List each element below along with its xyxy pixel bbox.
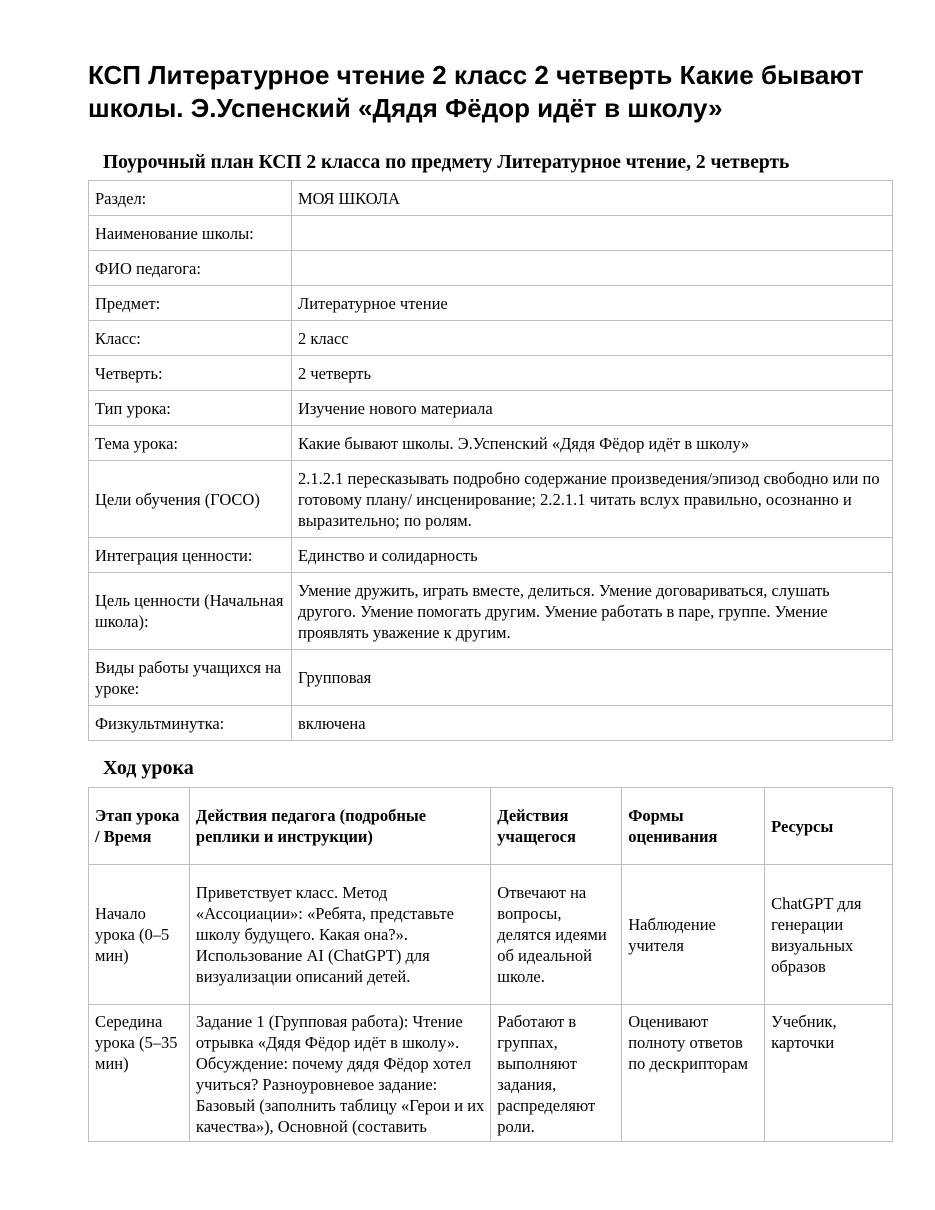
info-key: Тема урока:: [89, 426, 292, 461]
table-row: [89, 573, 893, 650]
table-row: [89, 706, 893, 741]
plan-cell: Начало урока (0–5 мин): [89, 865, 190, 1005]
info-key: ФИО педагога:: [89, 251, 292, 286]
column-header-assessment: Формы оценивания: [622, 788, 765, 865]
table-row: [89, 181, 893, 216]
table-row: [89, 216, 893, 251]
table-row: [89, 356, 893, 391]
info-key: Предмет:: [89, 286, 292, 321]
info-key: Цель ценности (Начальная школа):: [89, 573, 292, 650]
table-row: [89, 426, 893, 461]
info-value: 2 четверть: [292, 356, 893, 391]
plan-cell: Середина урока (5–35 мин): [89, 1005, 190, 1142]
info-key: Наименование школы:: [89, 216, 292, 251]
table-row: [89, 538, 893, 573]
info-value: Какие бывают школы. Э.Успенский «Дядя Фёдор идёт в школу»: [292, 426, 893, 461]
table-row: [89, 251, 893, 286]
info-value: Групповая: [292, 650, 893, 706]
plan-cell: ChatGPT для генерации визуальных образов: [765, 865, 893, 1005]
info-key: Виды работы учащихся на уроке:: [89, 650, 292, 706]
table-row: [89, 286, 893, 321]
table-row: [89, 461, 893, 538]
document-page: [88, 0, 893, 1142]
table-row: [89, 650, 893, 706]
lesson-plan-table: [88, 787, 893, 1142]
info-value: МОЯ ШКОЛА: [292, 181, 893, 216]
info-value: [292, 216, 893, 251]
info-key: Раздел:: [89, 181, 292, 216]
info-key: Интеграция ценности:: [89, 538, 292, 573]
column-header-student-actions: Действия учащегося: [491, 788, 622, 865]
table-row: [89, 865, 893, 1005]
info-value: [292, 251, 893, 286]
plan-cell: Работают в группах, выполняют задания, распределяют роли.: [491, 1005, 622, 1142]
document-title: КСП Литературное чтение 2 класс 2 четверть Какие бывают школы. Э.Успенский «Дядя Фёдор идёт в школу»: [88, 60, 864, 123]
table-row: [89, 1005, 893, 1142]
info-value: Литературное чтение: [292, 286, 893, 321]
plan-cell: Оценивают полноту ответов по дескрипторам: [622, 1005, 765, 1142]
info-value: Единство и солидарность: [292, 538, 893, 573]
column-header-stage: Этап урока / Время: [89, 788, 190, 865]
info-value: 2 класс: [292, 321, 893, 356]
table-row: [89, 321, 893, 356]
plan-cell: Приветствует класс. Метод «Ассоциации»: «Ребята, представьте школу будущего. Какая она?». Использование AI (ChatGPT) для визуализации описаний детей.: [189, 865, 490, 1005]
column-header-teacher-actions: Действия педагога (подробные реплики и инструкции): [189, 788, 490, 865]
info-value: Умение дружить, играть вместе, делиться. Умение договариваться, слушать другого. Умение помогать другим. Умение работать в паре, группе. Умение проявлять уважение к другим.: [292, 573, 893, 650]
table-row: [89, 391, 893, 426]
info-value: включена: [292, 706, 893, 741]
lesson-info-table: [88, 180, 893, 741]
plan-cell: Отвечают на вопросы, делятся идеями об идеальной школе.: [491, 865, 622, 1005]
info-key: Тип урока:: [89, 391, 292, 426]
info-key: Физкультминутка:: [89, 706, 292, 741]
info-key: Класс:: [89, 321, 292, 356]
plan-cell: Наблюдение учителя: [622, 865, 765, 1005]
info-key: Цели обучения (ГОСО): [89, 461, 292, 538]
table-header-row: [89, 788, 893, 865]
plan-cell: Задание 1 (Групповая работа): Чтение отрывка «Дядя Фёдор идёт в школу». Обсуждение: почему дядя Фёдор хотел учиться? Разноуровневое задание: Базовый (заполнить таблицу «Герои и их качества»), Основной (составить: [189, 1005, 490, 1142]
info-key: Четверть:: [89, 356, 292, 391]
plan-cell: Учебник, карточки: [765, 1005, 893, 1142]
plan-subtitle: Поурочный план КСП 2 класса по предмету Литературное чтение, 2 четверть: [103, 152, 790, 173]
column-header-resources: Ресурсы: [765, 788, 893, 865]
lesson-heading: Ход урока: [103, 757, 194, 779]
info-value: Изучение нового материала: [292, 391, 893, 426]
info-value: 2.1.2.1 пересказывать подробно содержание произведения/эпизод свободно или по готовому плану/ инсценирование; 2.2.1.1 читать вслух правильно, осознанно и выразительно; по ролям.: [292, 461, 893, 538]
